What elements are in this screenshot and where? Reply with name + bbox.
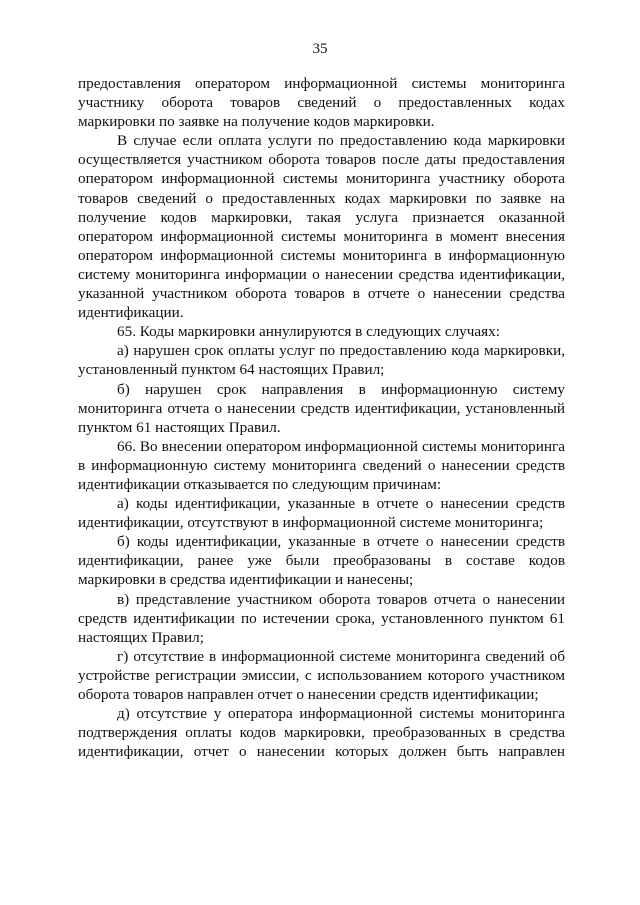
paragraph-66-item-a: а) коды идентификации, указанные в отчете о нанесении средств идентификации, отсутствуют в информационной системе мониторинга;	[78, 495, 565, 532]
paragraph-65-item-a: а) нарушен срок оплаты услуг по предоставлению кода маркировки, установленный пунктом 64 настоящих Правил;	[78, 342, 565, 379]
paragraph-66-item-g: г) отсутствие в информационной системе мониторинга сведений об устройстве регистрации эмиссии, с использованием которого участником оборота товаров направлен отчет о нанесении средств идентификации;	[78, 647, 565, 703]
page-number: 35	[312, 41, 328, 57]
paragraph-66-item-d: д) отсутствие у оператора информационной системы мониторинга подтверждения оплаты кодов маркировки, преобразованных в средства идентификации, отчет о нанесении которых должен быть направлен	[78, 705, 565, 761]
paragraph-continuation: предоставления оператором информационной системы мониторинга участнику оборота товаров сведений о предоставленных кодах маркировки по заявке на получение кодов маркировки.	[78, 75, 565, 131]
paragraph-65-heading: 65. Коды маркировки аннулируются в следующих случаях:	[117, 323, 500, 341]
document-body	[78, 74, 565, 761]
paragraph-66-item-v: в) представление участником оборота товаров отчета о нанесении средств идентификации по истечении срока, установленного пунктом 61 настоящих Правил;	[78, 590, 565, 646]
paragraph-65-item-b: б) нарушен срок направления в информационную систему мониторинга отчета о нанесении средств идентификации, установленный пунктом 61 настоящих Правил.	[78, 380, 565, 436]
paragraph-payment-timing: В случае если оплата услуги по предоставлению кода маркировки осуществляется участником оборота товаров после даты предоставления оператором информационной системы мониторинга участнику оборота товаров сведений о предоставленных кодах маркировки по заявке на получение кодов маркировки, такая услуга признается оказанной оператором информационной системы мониторинга в момент внесения оператором информационной системы мониторинга в информационную систему мониторинга информации о нанесении средства идентификации, указанной участником оборота товаров в отчете о нанесении средства идентификации.	[78, 132, 565, 322]
paragraph-66-item-b: б) коды идентификации, указанные в отчете о нанесении средств идентификации, ранее уже были преобразованы в составе кодов маркировки в средства идентификации и нанесены;	[78, 533, 565, 589]
paragraph-66-heading: 66. Во внесении оператором информационной системы мониторинга в информационную систему мониторинга сведений о нанесении средств идентификации отказывается по следующим причинам:	[78, 437, 565, 493]
